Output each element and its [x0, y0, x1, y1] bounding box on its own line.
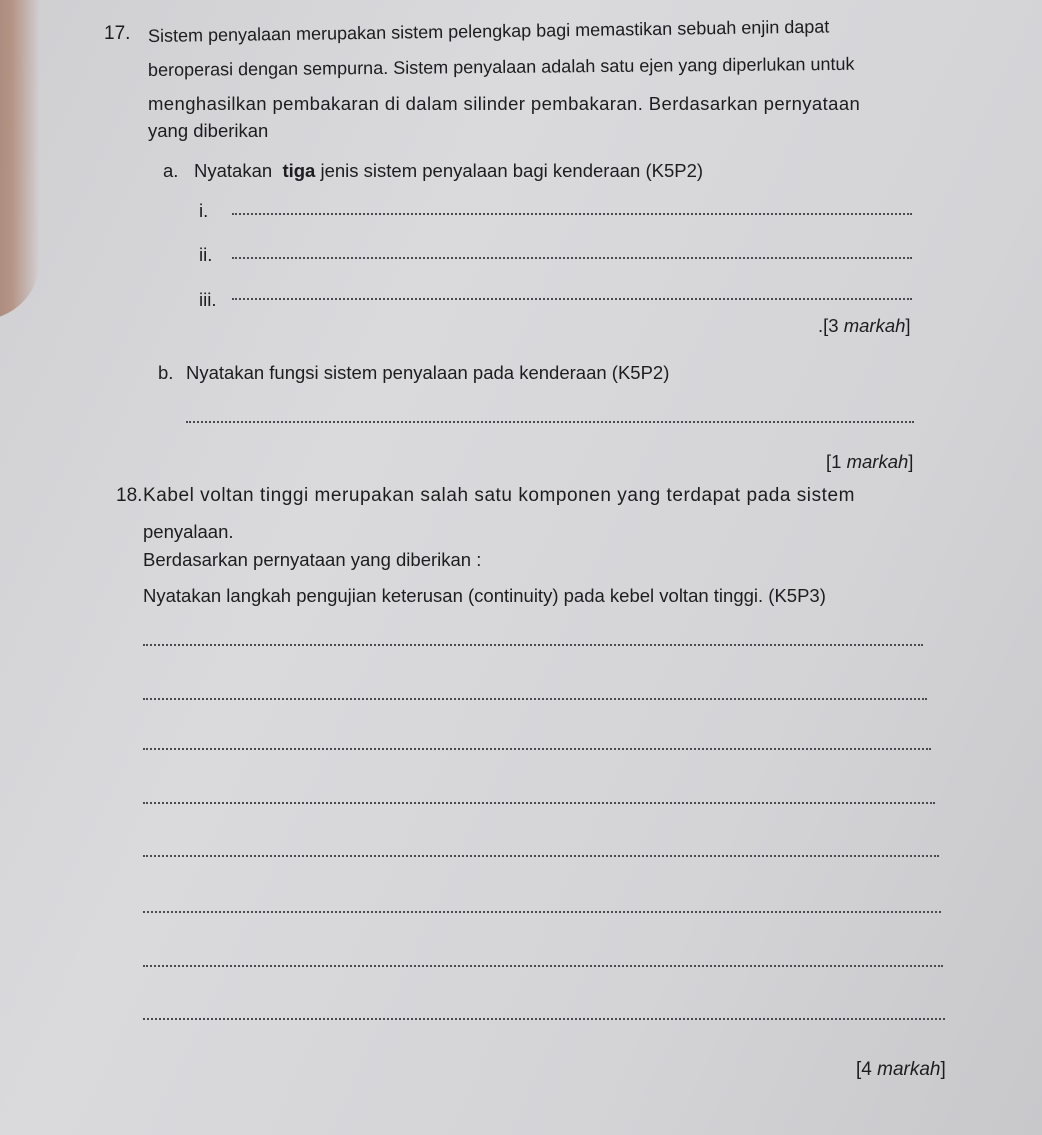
q17-intro-line-2: beroperasi dengan sempurna. Sistem penyalaan adalah satu ejen yang diperlukan untuk	[147, 53, 855, 80]
answer-line-18-1[interactable]	[143, 644, 923, 646]
q17a-item-iii: iii.	[199, 289, 217, 310]
answer-line-18-7[interactable]	[143, 965, 943, 967]
q18-number: 18.	[116, 485, 143, 506]
q18-line-1: Kabel voltan tinggi merupakan salah satu komponen yang terdapat pada sistem	[143, 485, 855, 506]
q17-intro-line-1: Sistem penyalaan merupakan sistem pelengkap bagi memastikan sebuah enjin dapat	[147, 16, 830, 46]
q17b-question: Nyatakan fungsi sistem penyalaan pada kenderaan (K5P2)	[186, 362, 670, 383]
q17b-marks: [1 markah]	[826, 451, 914, 472]
q18-marks: [4 markah]	[856, 1059, 946, 1080]
q17-number: 17.	[104, 23, 131, 44]
q17-intro-line-4: yang diberikan	[148, 120, 269, 141]
answer-line-17a-i[interactable]	[232, 213, 912, 215]
answer-line-18-4[interactable]	[143, 802, 935, 804]
answer-line-18-8[interactable]	[143, 1018, 945, 1020]
answer-line-18-5[interactable]	[143, 855, 939, 857]
q17a-question: Nyatakan tiga jenis sistem penyalaan bagi kenderaan (K5P2)	[194, 160, 704, 181]
q17a-item-i: i.	[199, 200, 209, 221]
q18-line-4: Nyatakan langkah pengujian keterusan (continuity) pada kebel voltan tinggi. (K5P3)	[143, 585, 826, 606]
q17a-label: a.	[163, 160, 179, 181]
q18-line-3: Berdasarkan pernyataan yang diberikan :	[143, 549, 482, 570]
answer-line-18-3[interactable]	[143, 748, 931, 750]
answer-line-17b[interactable]	[186, 421, 914, 423]
answer-line-18-6[interactable]	[143, 911, 941, 913]
q17a-marks: .[3 markah]	[818, 315, 911, 336]
answer-line-18-2[interactable]	[143, 698, 927, 700]
q18-line-2: penyalaan.	[143, 521, 234, 542]
thumb-shadow	[0, 0, 40, 320]
q17-intro-line-3: menghasilkan pembakaran di dalam silinder pembakaran. Berdasarkan pernyataan	[148, 93, 861, 114]
answer-line-17a-iii[interactable]	[232, 298, 912, 300]
q17a-emphasis: tiga	[282, 160, 316, 181]
answer-line-17a-ii[interactable]	[232, 257, 912, 259]
q17b-label: b.	[158, 362, 174, 383]
q17a-item-ii: ii.	[199, 244, 213, 265]
